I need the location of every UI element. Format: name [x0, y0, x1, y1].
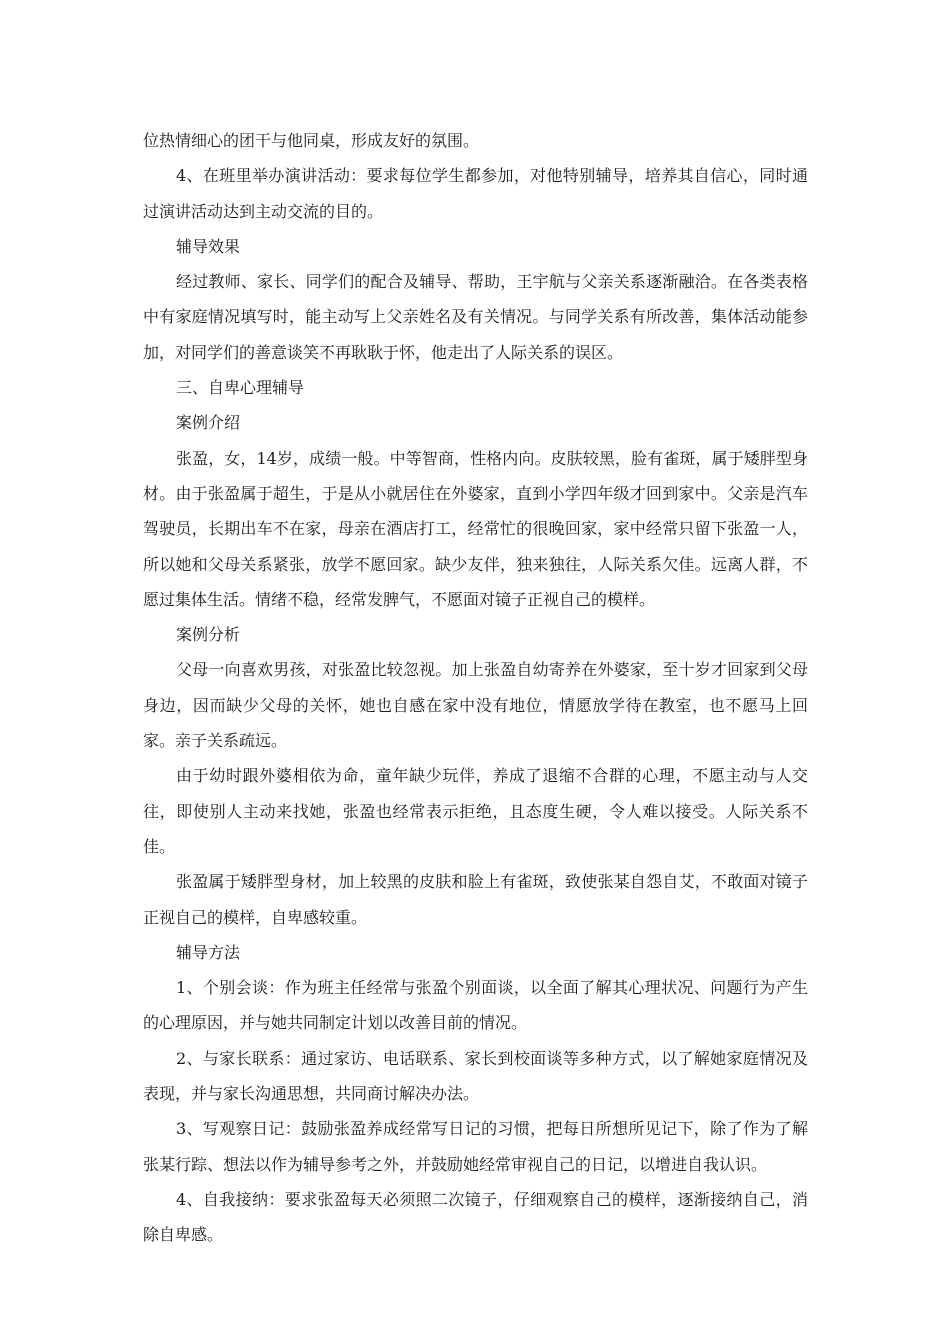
paragraph: 张盈属于矮胖型身材，加上较黑的皮肤和脸上有雀斑，致使张某自怨自艾，不敢面对镜子正视自己的模样，自卑感较重。: [143, 872, 808, 927]
paragraph: 1、个别会谈：作为班主任经常与张盈个别面谈，以全面了解其心理状况、问题行为产生的心理原因，并与她共同制定计划以改善目前的情况。: [143, 978, 808, 1033]
paragraph: 3、写观察日记：鼓励张盈养成经常写日记的习惯，把每日所想所见记下，除了作为了解张某行踪、想法以作为辅导参考之外，并鼓励她经常审视自己的日记，以增进自我认识。: [143, 1119, 808, 1174]
section-heading: 辅导方法: [176, 942, 241, 962]
section-heading: 辅导效果: [176, 236, 241, 256]
paragraph: 位热情细心的团干与他同桌，形成友好的氛围。: [143, 131, 480, 150]
paragraph: 2、与家长联系：通过家访、电话联系、家长到校面谈等多种方式，以了解她家庭情况及表现，并与家长沟通思想，共同商讨解决办法。: [143, 1048, 808, 1104]
paragraph: 4、在班里举办演讲活动：要求每位学生都参加，对他特别辅导，培养其自信心，同时通过演讲活动达到主动交流的目的。: [143, 166, 808, 221]
paragraph: 经过教师、家长、同学们的配合及辅导、帮助，王宇航与父亲关系逐渐融洽。在各类表格中有家庭情况填写时，能主动写上父亲姓名及有关情况。与同学关系有所改善，集体活动能参加，对同学们的善意谈笑不再耿耿于怀，他走出了人际关系的误区。: [143, 272, 808, 362]
paragraph: 由于幼时跟外婆相依为命，童年缺少玩伴，养成了退缩不合群的心理，不愿主动与人交往，即使别人主动来找她，张盈也经常表示拒绝，且态度生硬，令人难以接受。人际关系不佳。: [143, 766, 808, 856]
paragraph: 父母一向喜欢男孩，对张盈比较忽视。加上张盈自幼寄养在外婆家，至十岁才回家到父母身边，因而缺少父母的关怀，她也自感在家中没有地位，情愿放学待在教室，也不愿马上回家。亲子关系疏远。: [143, 660, 808, 751]
section-heading: 案例介绍: [176, 413, 241, 433]
section-heading: 三、自卑心理辅导: [176, 378, 305, 398]
paragraph: 4、自我接纳：要求张盈每天必须照二次镜子，仔细观察自己的模样，逐渐接纳自己，消除自卑感。: [143, 1189, 808, 1245]
document-body: [143, 123, 808, 1253]
section-heading: 案例分析: [176, 625, 241, 645]
paragraph: 张盈，女，14岁，成绩一般。中等智商，性格内向。皮肤较黑，脸有雀斑，属于矮胖型身材。由于张盈属于超生，于是从小就居住在外婆家，直到小学四年级才回到家中。父亲是汽车驾驶员，长期出车不在家，母亲在酒店打工，经常忙的很晚回家，家中经常只留下张盈一人，所以她和父母关系紧张，放学不愿回家。缺少友伴，独来独往，人际关系欠佳。远离人群，不愿过集体生活。情绪不稳，经常发脾气，不愿面对镜子正视自己的模样。: [143, 448, 808, 609]
